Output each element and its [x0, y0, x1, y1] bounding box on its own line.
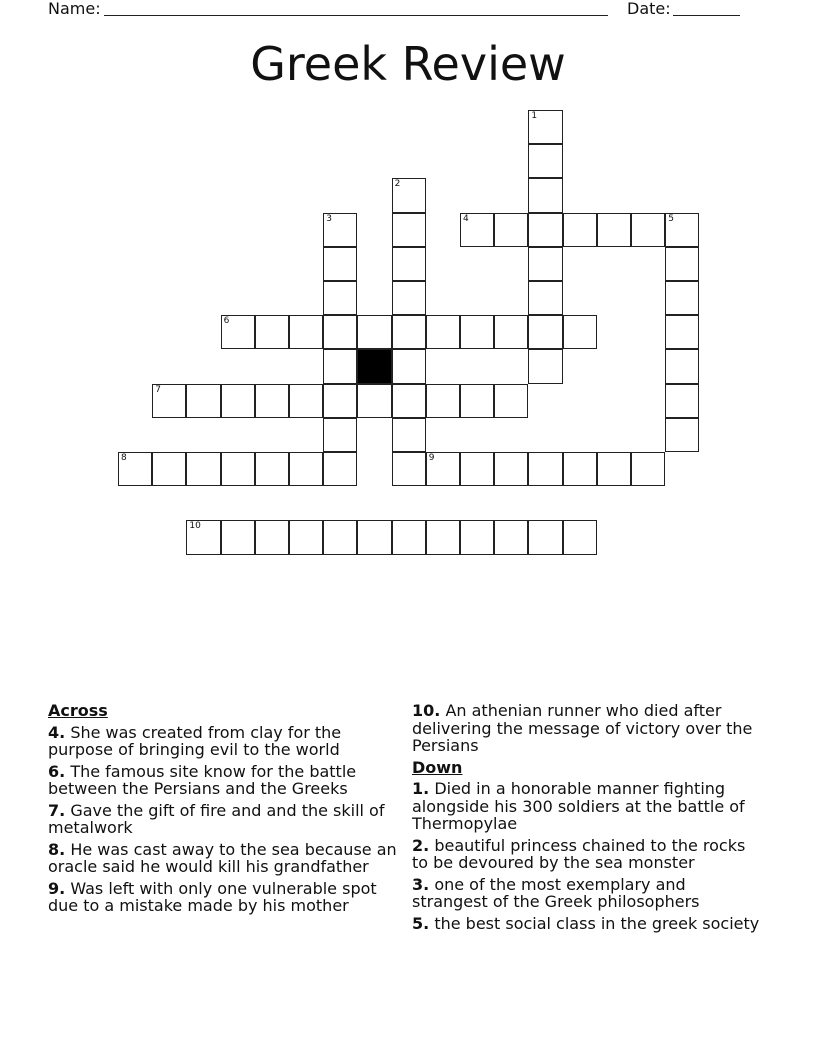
grid-cell[interactable]: [357, 384, 391, 418]
clue-text: The famous site know for the battle between the Persians and the Greeks: [48, 761, 357, 798]
grid-cell[interactable]: [392, 247, 426, 281]
grid-cell[interactable]: [426, 520, 460, 554]
grid-cell[interactable]: [221, 384, 255, 418]
page-title: Greek Review: [250, 37, 566, 91]
grid-cell[interactable]: [323, 520, 357, 554]
grid-cell[interactable]: [528, 315, 562, 349]
clue-text: one of the most exemplary and strangest of the Greek philosophers: [412, 874, 700, 911]
clue-number-label: 3: [326, 213, 332, 224]
grid-cell[interactable]: [563, 315, 597, 349]
grid-cell[interactable]: [255, 384, 289, 418]
clue-number: 9.: [48, 878, 66, 898]
grid-cell[interactable]: [289, 315, 323, 349]
clue-number-label: 1: [531, 111, 538, 121]
grid-cell[interactable]: [563, 520, 597, 554]
clue-number: 5.: [412, 913, 430, 933]
grid-cell[interactable]: [392, 178, 426, 212]
grid-cell[interactable]: [323, 281, 357, 315]
clue-number: 1.: [412, 779, 430, 798]
clue-text: Was left with only one vulnerable spot due to a mistake made by his mother: [48, 878, 377, 915]
across-heading: Across: [48, 701, 108, 720]
grid-cell[interactable]: [528, 178, 562, 212]
grid-cell[interactable]: [528, 520, 562, 554]
grid-cell[interactable]: [665, 349, 699, 383]
grid-cell[interactable]: [460, 520, 494, 554]
clue-column-left: [48, 702, 398, 919]
clue-number: 7.: [48, 800, 66, 820]
clue-down-5: [412, 915, 762, 933]
clue-down-3: [412, 876, 762, 911]
grid-cell[interactable]: [289, 452, 323, 486]
clue-text: the best social class in the greek society: [434, 913, 760, 933]
grid-cell[interactable]: [528, 213, 562, 247]
clue-number-label: 2: [394, 179, 401, 190]
clue-number: 3.: [412, 874, 430, 894]
clue-text: Died in a honorable manner fighting alongside his 300 soldiers at the battle of Thermopylae: [412, 779, 745, 833]
grid-cell[interactable]: [631, 452, 665, 486]
clue-number-label: 8: [121, 453, 127, 463]
clue-text: She was created from clay for the purpose of bringing evil to the world: [48, 722, 342, 759]
clue-across-9: [48, 880, 398, 915]
clue-number: 10.: [412, 701, 441, 720]
clue-number-label: 5: [668, 213, 674, 224]
grid-cell[interactable]: [460, 452, 494, 486]
grid-cell[interactable]: [186, 452, 220, 486]
grid-cell[interactable]: [289, 520, 323, 554]
grid-cell[interactable]: [255, 452, 289, 486]
grid-cell[interactable]: [460, 315, 494, 349]
grid-cell[interactable]: [323, 349, 357, 383]
grid-cell[interactable]: [392, 281, 426, 315]
grid-cell[interactable]: [392, 213, 426, 247]
clue-number: 2.: [412, 835, 430, 855]
grid-cell[interactable]: [323, 384, 357, 418]
grid-cell[interactable]: [460, 213, 494, 247]
grid-cell[interactable]: [563, 452, 597, 486]
clue-text: An athenian runner who died after delivering the message of victory over the Persians: [412, 701, 753, 755]
grid-cell[interactable]: [357, 315, 391, 349]
grid-cell[interactable]: [665, 247, 699, 281]
clue-number-label: 9: [428, 453, 435, 463]
clue-text: Gave the gift of fire and and the skill of metalwork: [48, 800, 385, 837]
grid-cell[interactable]: [597, 213, 631, 247]
grid-cell[interactable]: [186, 384, 220, 418]
clue-across-7: [48, 802, 398, 837]
grid-cell[interactable]: [563, 213, 597, 247]
clue-text: He was cast away to the sea because an oracle said he would kill his grandfather: [48, 839, 397, 876]
grid-cell[interactable]: [323, 315, 357, 349]
grid-cell[interactable]: [528, 452, 562, 486]
grid-cell[interactable]: [597, 452, 631, 486]
black-square: [357, 349, 391, 383]
clue-number-label: 7: [155, 384, 161, 395]
clue-across-10: [412, 702, 762, 755]
clue-number-label: 6: [223, 316, 230, 327]
grid-cell[interactable]: [665, 281, 699, 315]
clue-column-right: [412, 702, 762, 936]
clue-number: 6.: [48, 761, 66, 781]
grid-cell[interactable]: [665, 213, 699, 247]
grid-cell[interactable]: [392, 520, 426, 554]
grid-cell[interactable]: [494, 213, 528, 247]
grid-cell[interactable]: [323, 452, 357, 486]
grid-cell[interactable]: [392, 452, 426, 486]
clue-down-1: [412, 780, 762, 833]
grid-cell[interactable]: [426, 384, 460, 418]
grid-cell[interactable]: [323, 418, 357, 452]
grid-cell[interactable]: [323, 247, 357, 281]
grid-cell[interactable]: [528, 144, 562, 178]
grid-cell[interactable]: [528, 110, 562, 144]
grid-cell[interactable]: [392, 384, 426, 418]
grid-cell[interactable]: [152, 452, 186, 486]
clue-down-2: [412, 837, 762, 872]
grid-cell[interactable]: [221, 452, 255, 486]
grid-cell[interactable]: [426, 315, 460, 349]
clue-number: 8.: [48, 839, 66, 859]
grid-cell[interactable]: [494, 452, 528, 486]
grid-cell[interactable]: [528, 281, 562, 315]
clue-across-4: [48, 724, 398, 759]
grid-cell[interactable]: [152, 384, 186, 418]
grid-cell[interactable]: [392, 315, 426, 349]
grid-cell[interactable]: [221, 315, 255, 349]
grid-cell[interactable]: [528, 247, 562, 281]
grid-cell[interactable]: [494, 384, 528, 418]
grid-cell[interactable]: [631, 213, 665, 247]
clue-number-label: 10: [189, 521, 201, 532]
grid-cell[interactable]: [665, 384, 699, 418]
clue-across-6: [48, 763, 398, 798]
grid-cell[interactable]: [186, 520, 220, 554]
grid-cell[interactable]: [494, 315, 528, 349]
grid-cell[interactable]: [494, 520, 528, 554]
grid-cell[interactable]: [460, 384, 494, 418]
grid-cell[interactable]: [357, 520, 391, 554]
date-label: Date:: [627, 0, 671, 18]
grid-cell[interactable]: [221, 520, 255, 554]
grid-cell[interactable]: [323, 213, 357, 247]
grid-cell[interactable]: [392, 418, 426, 452]
grid-cell[interactable]: [528, 349, 562, 383]
clue-across-8: [48, 841, 398, 876]
clue-number: 4.: [48, 722, 66, 742]
grid-cell[interactable]: [665, 315, 699, 349]
grid-cell[interactable]: [665, 418, 699, 452]
grid-cell[interactable]: [392, 349, 426, 383]
down-heading: Down: [412, 757, 463, 777]
grid-cell[interactable]: [255, 315, 289, 349]
name-label: Name:: [48, 0, 101, 18]
grid-cell[interactable]: [426, 452, 460, 486]
grid-cell[interactable]: [118, 452, 152, 486]
grid-cell[interactable]: [289, 384, 323, 418]
clue-list: [48, 702, 768, 962]
grid-cell[interactable]: [255, 520, 289, 554]
clue-text: beautiful princess chained to the rocks to be devoured by the sea monster: [412, 835, 746, 872]
clue-number-label: 4: [463, 213, 469, 224]
